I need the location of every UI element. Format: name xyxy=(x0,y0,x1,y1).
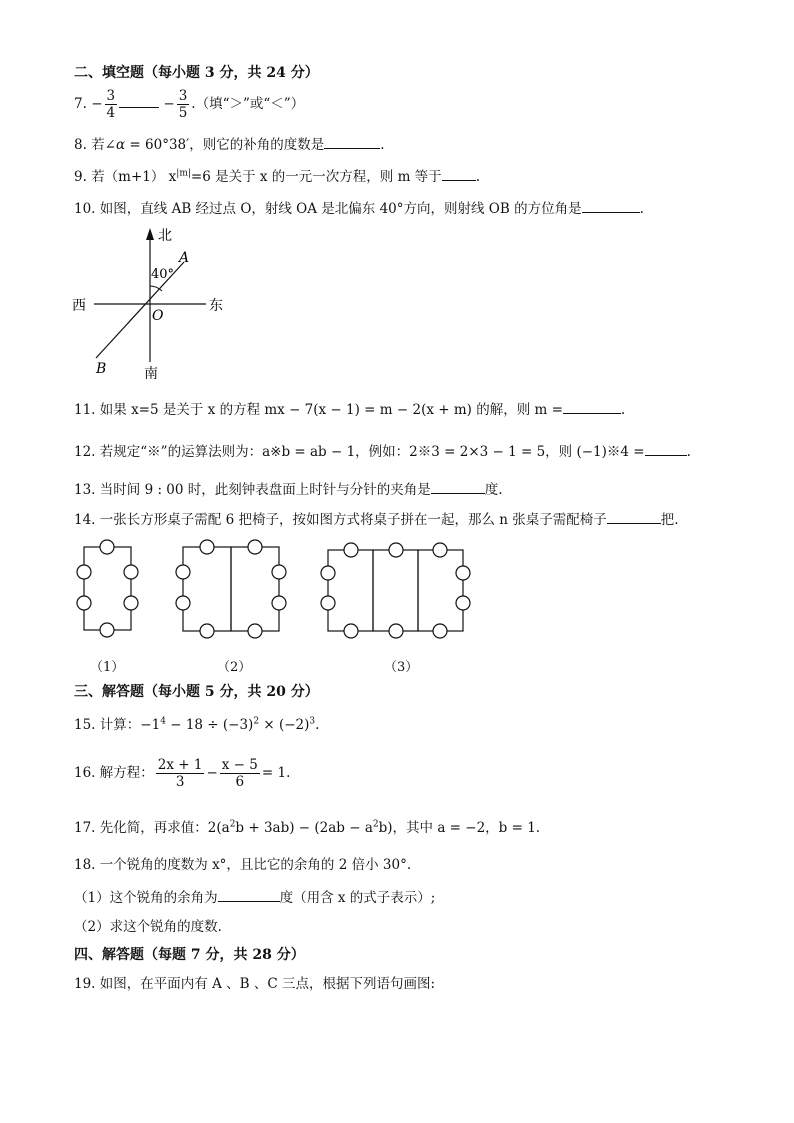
question-9: 9. 若（m+1） $x^{|m|}=6$ 是关于 x 的一元一次方程，则 m 等于 . xyxy=(74,166,480,186)
question-7: 7. − $\frac{3}{4}$ − $\frac{3}{5}$ .（填“＞”或“＜”） xyxy=(74,88,305,121)
question-14: 14. 一张长方形桌子需配 6 把椅子，按如图方式将桌子拼在一起，那么 n 张桌子需配椅子 把. xyxy=(74,509,679,529)
fraction-2: $\frac{3}{5}$ xyxy=(178,88,188,121)
section-4-header: 四、解答题（每题 7 分，共 28 分） xyxy=(74,947,305,963)
answer-blank[interactable] xyxy=(582,198,640,213)
question-19: 19. 如图，在平面内有 A 、B 、C 三点，根据下列语句画图: xyxy=(74,976,435,992)
answer-blank[interactable] xyxy=(218,887,280,902)
answer-blank[interactable] xyxy=(607,509,661,524)
question-15: 15. 计算：$-1^4 - 18 \div (-3)^2 \times (-2)^3$. xyxy=(74,716,320,733)
section-3-header: 三、解答题（每小题 5 分，共 20 分） xyxy=(74,684,319,700)
question-17: 17. 先化简，再求值：$2(a^2b + 3ab) - (2ab - a^2b)$，其中 a = −2，b = 1. xyxy=(74,819,541,836)
question-18-part-1: （1）这个锐角的余角为 度（用含 x 的式子表示）; xyxy=(74,887,435,907)
fraction-2: $\frac{x - 5}{6}$ xyxy=(221,757,258,790)
figure-label-1: （1） xyxy=(90,660,125,675)
section-2-header: 二、填空题（每小题 3 分，共 24 分） xyxy=(74,65,319,81)
angle-label: 40° xyxy=(151,267,175,282)
question-18: 18. 一个锐角的度数为 x°，且比它的余角的 2 倍小 30°. xyxy=(74,857,412,873)
point-b-label: B xyxy=(96,361,107,377)
fraction-1: $\frac{2x + 1}{3}$ xyxy=(157,757,203,790)
question-16: 16. 解方程： $\frac{2x + 1}{3}$ − $\frac{x - 5}{6}$ = 1. xyxy=(74,757,291,790)
question-18-part-2: （2）求这个锐角的度数. xyxy=(74,919,222,935)
question-13: 13. 当时间 9 : 00 时，此刻钟表盘面上时针与分针的夹角是 度. xyxy=(74,479,503,499)
question-10: 10. 如图，直线 AB 经过点 O，射线 OA 是北偏东 40°方向，则射线 OB 的方位角是 . xyxy=(74,198,644,218)
answer-blank[interactable] xyxy=(563,399,621,414)
question-number: 7. xyxy=(74,96,87,112)
point-o-label: O xyxy=(152,308,164,324)
south-label: 南 xyxy=(144,366,158,382)
question-12: 12. 若规定“※”的运算法则为：a※b = ab − 1，例如：2※3 = 2×3 − 1 = 5，则 (−1)※4 = . xyxy=(74,441,691,461)
west-label: 西 xyxy=(72,298,86,314)
answer-blank[interactable] xyxy=(442,166,476,181)
answer-blank[interactable] xyxy=(431,479,485,494)
figure-label-2: （2） xyxy=(217,660,252,675)
figure-label-3: （3） xyxy=(384,660,419,675)
compass-figure xyxy=(70,220,240,385)
tables-figure xyxy=(70,535,480,685)
answer-blank[interactable] xyxy=(324,134,380,149)
point-a-label: A xyxy=(179,250,190,266)
fraction-1: $\frac{3}{4}$ xyxy=(106,88,116,121)
north-label: 北 xyxy=(158,228,172,244)
answer-blank[interactable] xyxy=(119,93,159,108)
answer-blank[interactable] xyxy=(645,441,687,456)
east-label: 东 xyxy=(209,298,223,314)
question-8: 8. 若∠α = 60°38′，则它的补角的度数是 . xyxy=(74,134,385,154)
question-11: 11. 如果 x=5 是关于 x 的方程 mx − 7(x − 1) = m − 2(x + m) 的解，则 m = . xyxy=(74,399,625,419)
